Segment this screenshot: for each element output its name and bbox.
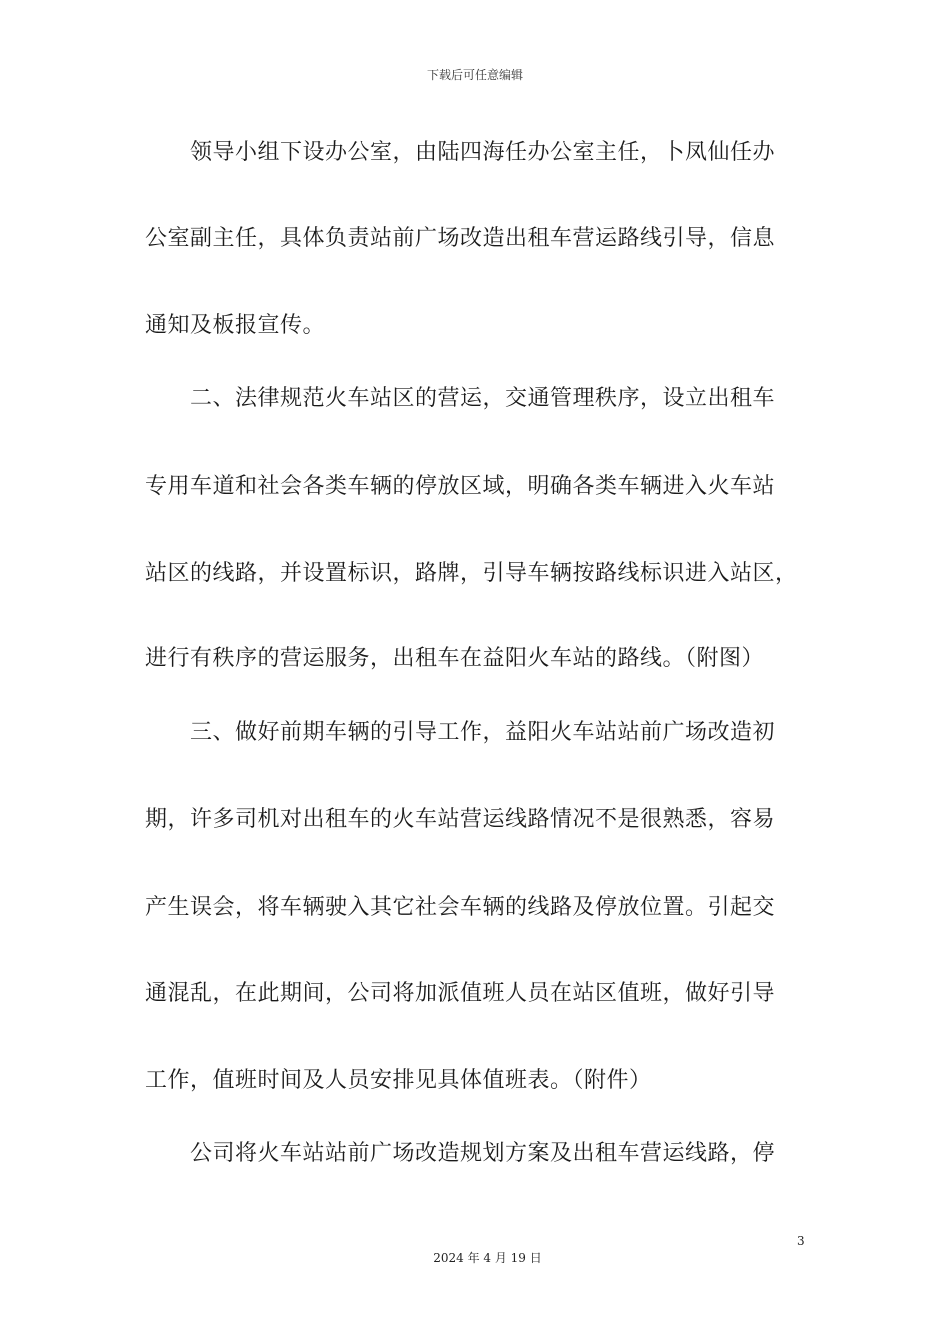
paragraph-2-line-2: 专用车道和社会各类车辆的停放区域，明确各类车辆进入火车站 bbox=[145, 474, 776, 499]
paragraph-4-line-1: 公司将火车站站前广场改造规划方案及出租车营运线路，停 bbox=[190, 1141, 776, 1166]
paragraph-1-line-2: 公室副主任，具体负责站前广场改造出租车营运路线引导，信息 bbox=[145, 226, 776, 251]
paragraph-2-line-4: 进行有秩序的营运服务，出租车在益阳火车站的路线。（附图） bbox=[145, 646, 765, 671]
paragraph-3-line-5: 工作，值班时间及人员安排见具体值班表。（附件） bbox=[145, 1068, 652, 1093]
paragraph-3-line-4: 通混乱，在此期间，公司将加派值班人员在站区值班，做好引导 bbox=[145, 981, 776, 1006]
paragraph-3-line-1: 三、做好前期车辆的引导工作，益阳火车站站前广场改造初 bbox=[190, 720, 776, 745]
paragraph-2-line-1: 二、法律规范火车站区的营运，交通管理秩序，设立出租车 bbox=[190, 386, 776, 411]
paragraph-1-line-1: 领导小组下设办公室，由陆四海任办公室主任，卜凤仙任办 bbox=[190, 140, 776, 165]
page-header: 下载后可任意编辑 bbox=[426, 68, 523, 82]
page-number: 3 bbox=[797, 1234, 805, 1248]
paragraph-3-line-3: 产生误会，将车辆驶入其它社会车辆的线路及停放位置。引起交 bbox=[145, 895, 776, 920]
paragraph-1-line-3: 通知及板报宣传。 bbox=[145, 313, 326, 338]
footer-date: 2024 年 4 月 19 日 bbox=[433, 1251, 542, 1265]
paragraph-2-line-3: 站区的线路，并设置标识，路牌，引导车辆按路线标识进入站区， bbox=[145, 561, 798, 586]
paragraph-3-line-2: 期，许多司机对出租车的火车站营运线路情况不是很熟悉，容易 bbox=[145, 807, 776, 832]
